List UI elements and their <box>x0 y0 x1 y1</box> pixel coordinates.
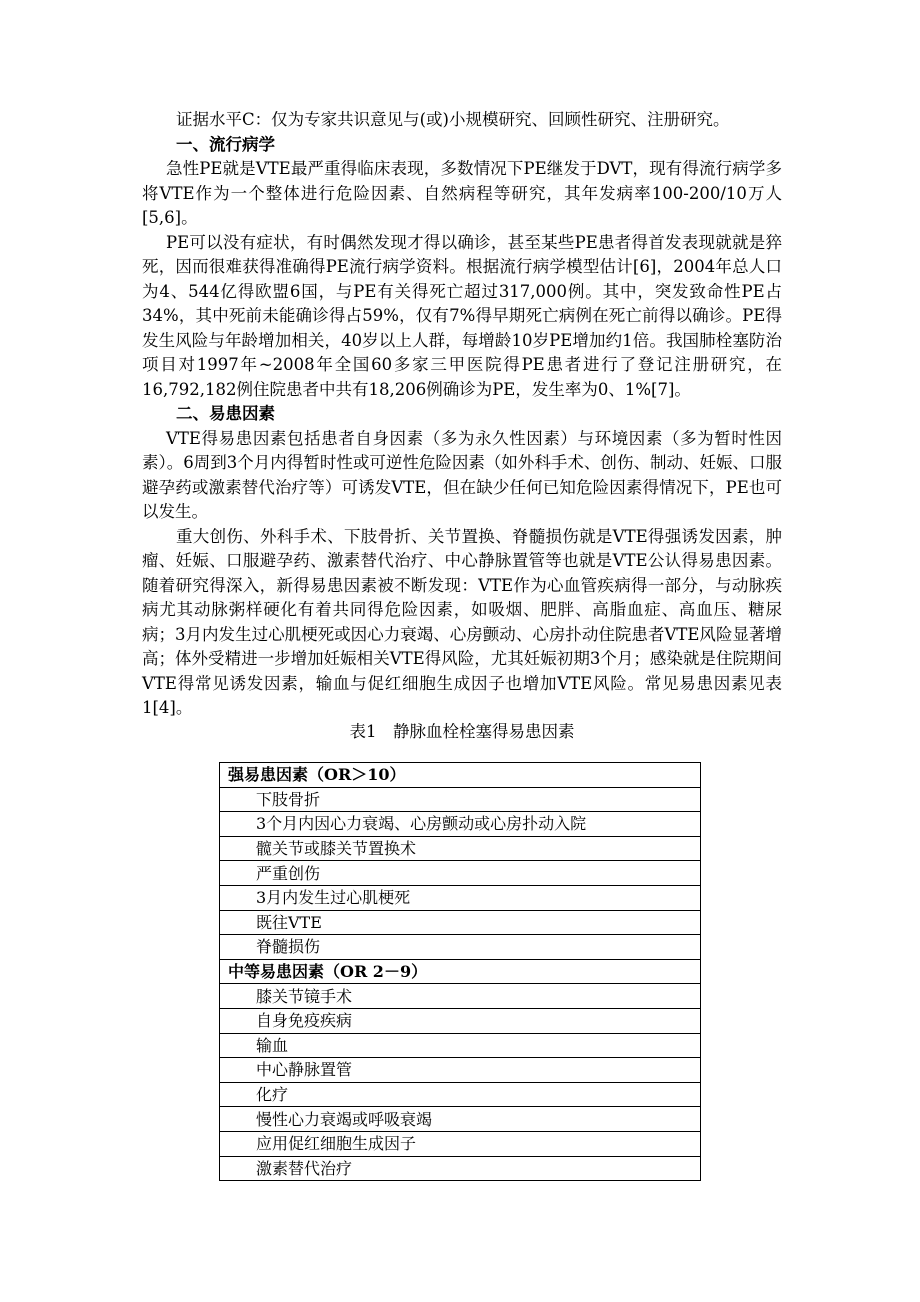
risk-factor-item: 输血 <box>220 1033 701 1058</box>
paragraph-risk-factors-2: 重大创伤、外科手术、下肢骨折、关节置换、脊髓损伤就是VTE得强诱发因素，肿瘤、妊娠、口服避孕药、激素替代治疗、中心静脉置管等也就是VTE公认得易患因素。随着研究得深入，新得易患因素被不断发现：VTE作为心血管疾病得一部分，与动脉疾病尤其动脉粥样硬化有着共同得危险因素，如吸烟、肥胖、高脂血症、高血压、糖尿病；3月内发生过心肌梗死或因心力衰竭、心房颤动、心房扑动住院患者VTE风险显著增高；体外受精进一步增加妊娠相关VTE得风险，尤其妊娠初期3个月；感染就是住院期间VTE得常见诱发因素，输血与促红细胞生成因子也增加VTE风险。常见易患因素见表1[4]。 <box>142 526 782 717</box>
table-row <box>220 1107 701 1132</box>
table-row <box>220 935 701 960</box>
risk-factor-item: 3月内发生过心肌梗死 <box>220 885 701 910</box>
group-header-strong: 强易患因素（OR＞10） <box>220 763 701 788</box>
table-row <box>220 984 701 1009</box>
risk-factor-item: 中心静脉置管 <box>220 1058 701 1083</box>
risk-factor-item: 化疗 <box>220 1082 701 1107</box>
table-row <box>220 1008 701 1033</box>
table-row <box>220 787 701 812</box>
table-caption: 表1 静脉血栓栓塞得易患因素 <box>349 721 575 741</box>
table-row <box>220 910 701 935</box>
risk-factor-item: 下肢骨折 <box>220 787 701 812</box>
document-body <box>142 108 782 743</box>
table-row <box>220 1082 701 1107</box>
table-row <box>220 959 701 984</box>
risk-factor-item: 应用促红细胞生成因子 <box>220 1131 701 1156</box>
risk-factor-item: 自身免疫疾病 <box>220 1008 701 1033</box>
risk-factor-item: 激素替代治疗 <box>220 1156 701 1181</box>
table-row <box>220 885 701 910</box>
paragraph-epidemiology-1: 急性PE就是VTE最严重得临床表现，多数情况下PE继发于DVT，现有得流行病学多将VTE作为一个整体进行危险因素、自然病程等研究，其年发病率100-200/10万人[5,6]。 <box>142 159 782 227</box>
risk-factor-item: 髋关节或膝关节置换术 <box>220 836 701 861</box>
risk-factor-item: 慢性心力衰竭或呼吸衰竭 <box>220 1107 701 1132</box>
risk-factor-item: 3个月内因心力衰竭、心房颤动或心房扑动入院 <box>220 812 701 837</box>
risk-factor-table <box>219 762 701 1181</box>
paragraph-risk-factors-1: VTE得易患因素包括患者自身因素（多为永久性因素）与环境因素（多为暂时性因素）。6周到3个月内得暂时性或可逆性危险因素（如外科手术、创伤、制动、妊娠、口服避孕药或激素替代治疗等）可诱发VTE，但在缺少任何已知危险因素得情况下，PE也可以发生。 <box>142 428 782 521</box>
table-row <box>220 1131 701 1156</box>
group-header-moderate: 中等易患因素（OR 2－9） <box>220 959 701 984</box>
risk-factor-item: 严重创伤 <box>220 861 701 886</box>
table-row <box>220 836 701 861</box>
table-row <box>220 763 701 788</box>
section-heading-risk-factors: 二、易患因素 <box>176 404 275 423</box>
table-row <box>220 1156 701 1181</box>
table-row <box>220 861 701 886</box>
risk-factor-item: 脊髓损伤 <box>220 935 701 960</box>
section-heading-epidemiology: 一、流行病学 <box>176 134 275 154</box>
table-row <box>220 812 701 837</box>
table-row <box>220 1033 701 1058</box>
risk-factor-item: 既往VTE <box>220 910 701 935</box>
paragraph-epidemiology-2: PE可以没有症状，有时偶然发现才得以确诊，甚至某些PE患者得首发表现就就是猝死，因而很难获得准确得PE流行病学资料。根据流行病学模型估计[6]，2004年总人口为4、544亿得欧盟6国，与PE有关得死亡超过317,000例。其中，突发致命性PE占34%，其中死前未能确诊得占59%，仅有7%得早期死亡病例在死亡前得以确诊。PE得发生风险与年龄增加相关，40岁以上人群，每增龄10岁PE增加约1倍。我国肺栓塞防治项目对1997年~2008年全国60多家三甲医院得PE患者进行了登记注册研究，在16,792,182例住院患者中共有18,206例确诊为PE，发生率为0、1%[7]。 <box>142 232 782 399</box>
risk-factor-item: 膝关节镜手术 <box>220 984 701 1009</box>
evidence-level-text: 证据水平C：仅为专家共识意见与(或)小规模研究、回顾性研究、注册研究。 <box>176 110 730 129</box>
table-row <box>220 1058 701 1083</box>
